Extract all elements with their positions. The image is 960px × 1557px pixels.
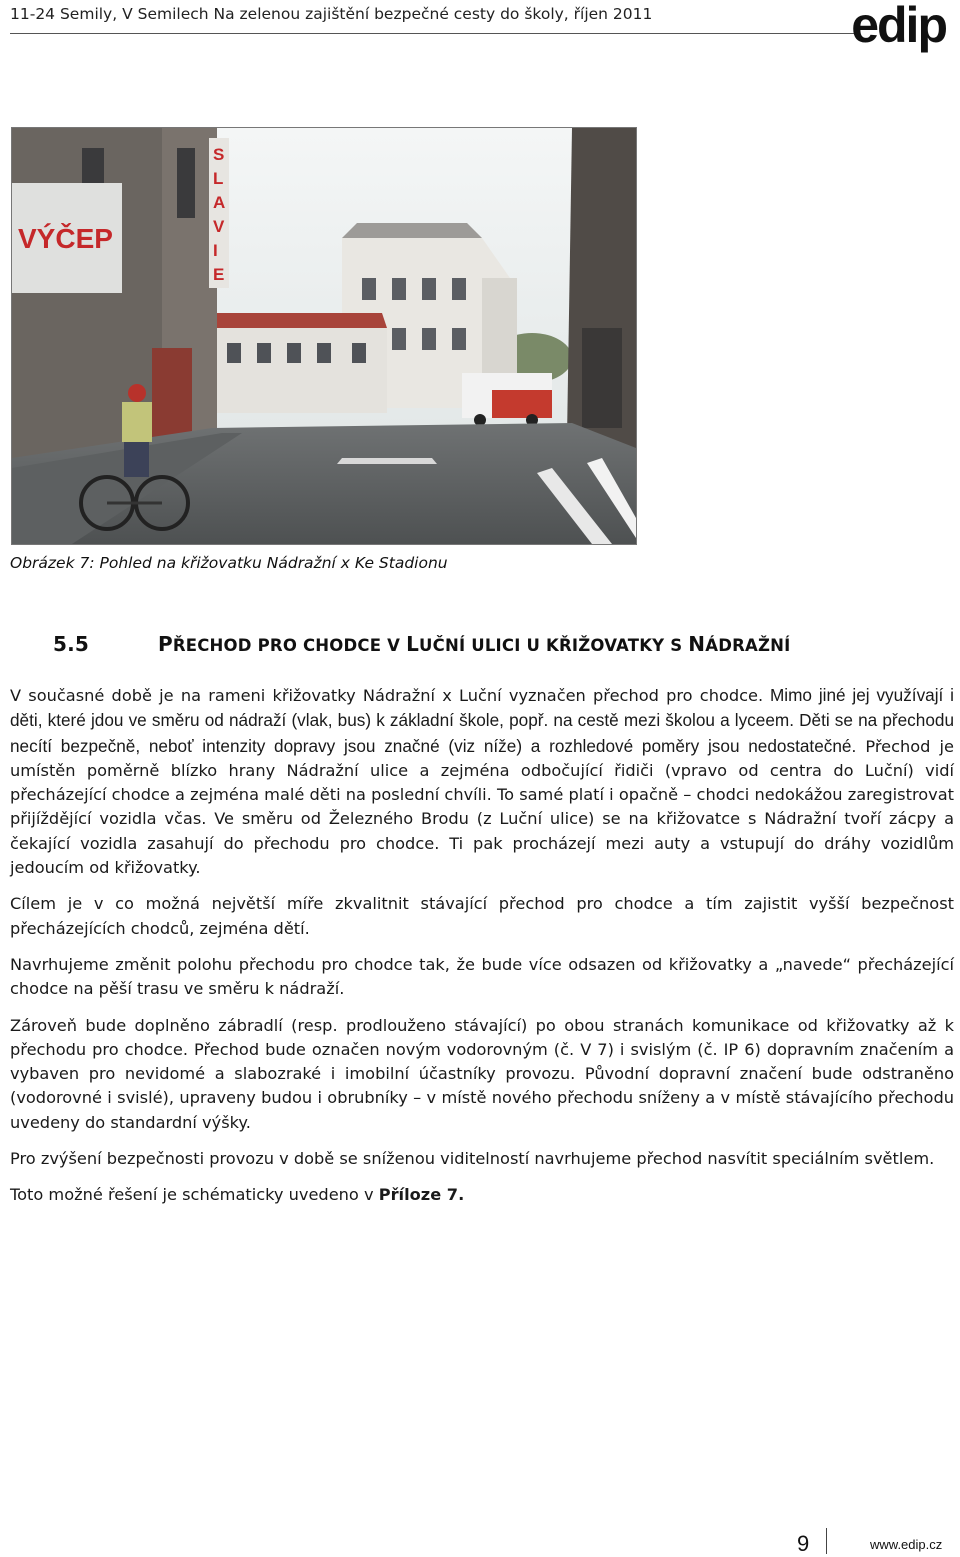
section-heading [53, 632, 791, 656]
paragraph-text: Toto možné řešení je schématicky uvedeno v [10, 1185, 379, 1205]
body-text [10, 683, 954, 1220]
paragraph [10, 683, 954, 880]
appendix-reference: Příloze 7. [378, 1185, 465, 1205]
paragraph-text: V současné době je na rameni křižovatky Nádražní x Luční vyznačen přechod pro chodce. [10, 686, 764, 705]
paragraph: Cílem je v co možná největší míře zkvalitnit stávající přechod pro chodce a tím zajistit vyšší bezpečnost přecházejících chodců, zejména dětí. [10, 894, 954, 938]
paragraph [10, 1183, 954, 1207]
section-title-part: P [158, 632, 173, 656]
svg-text:I: I [213, 241, 218, 260]
section-number: 5.5 [53, 632, 90, 656]
paragraph-text: Mimo jiné jej využívají i děti, které jdou ve směru od nádraží (vlak, bus) k základní škole, popř. na cestě mezi školou a lyceem. Děti se na přechodu necítí bezpečně, neboť intenzity dopravy jsou značné (viz níže) a rozhledové poměry jsou nedostatečné. [10, 685, 954, 756]
paragraph-text: Přechod je umístěn poměrně blízko hrany Nádražní ulice a zejména odbočující řidiči (vpravo od centra do Luční) vidí přecházející chodce a zejména malé děti na poslední chvíli. To samé platí i opačně – chodci nedokážou zaregistrovat přijíždějící vozidla včas. Ve směru od Železného Brodu (z Luční ulice) se na křižovatce s Nádražní tvoří zácpy a čekající vozidla zasahují do přechodu pro chodce. Ti pak procházejí mezi auty a vstupují do dráhy vozidlům jedoucím od křižovatky. [10, 736, 955, 878]
document-header-title: 11-24 Semily, V Semilech Na zelenou zajištění bezpečné cesty do školy, říjen 2011 [10, 5, 653, 23]
page-number: 9 [797, 1531, 810, 1556]
section-title-part: UČNÍ ULICI U KŘIŽOVATKY S [419, 636, 689, 655]
footer-url: www.edip.cz [870, 1537, 943, 1552]
vycep-sign: VÝČEP [18, 223, 113, 254]
paragraph: Navrhujeme změnit polohu přechodu pro chodce tak, že bude více odsazen od křižovatky a „navede“ přecházející chodce na pěší trasu ve směru k nádraží. [10, 954, 954, 999]
section-title-part: ŘECHOD PRO CHODCE V [172, 636, 407, 655]
header-rule [10, 33, 860, 34]
svg-text:V: V [213, 217, 225, 236]
svg-text:A: A [213, 193, 226, 212]
svg-text:E: E [213, 265, 225, 284]
svg-text:S: S [213, 145, 225, 164]
section-title-part: ÁDRAŽNÍ [705, 636, 791, 655]
section-title-part: L [406, 632, 420, 656]
edip-logo: edip [851, 0, 946, 53]
paragraph: Pro zvýšení bezpečnosti provozu v době se sníženou viditelností navrhujeme přechod nasvítit speciálním světlem. [10, 1149, 935, 1169]
section-title-part: N [688, 632, 706, 656]
paragraph: Zároveň bude doplněno zábradlí (resp. prodlouženo stávající) po obou stranách komunikace od křižovatky až k přechodu pro chodce. Přechod bude označen novým vodorovným (č. V 7) i svislým (č. IP 6) dopravním značením a vybaven pro nevidomé a slabozraké i imobilní účastníky provozu. Původní dopravní značení bude odstraněno (vodorovné i svislé), upraveny budou i obrubníky – v místě nového přechodu sníženy a v místě stávajícího přechodu uvedeny do standardní výšky. [10, 1015, 954, 1132]
footer-divider [826, 1528, 827, 1554]
figure-caption: Obrázek 7: Pohled na křižovatku Nádražní x Ke Stadionu [10, 554, 448, 572]
svg-text:L: L [213, 169, 224, 188]
street-intersection-photo [11, 127, 637, 545]
